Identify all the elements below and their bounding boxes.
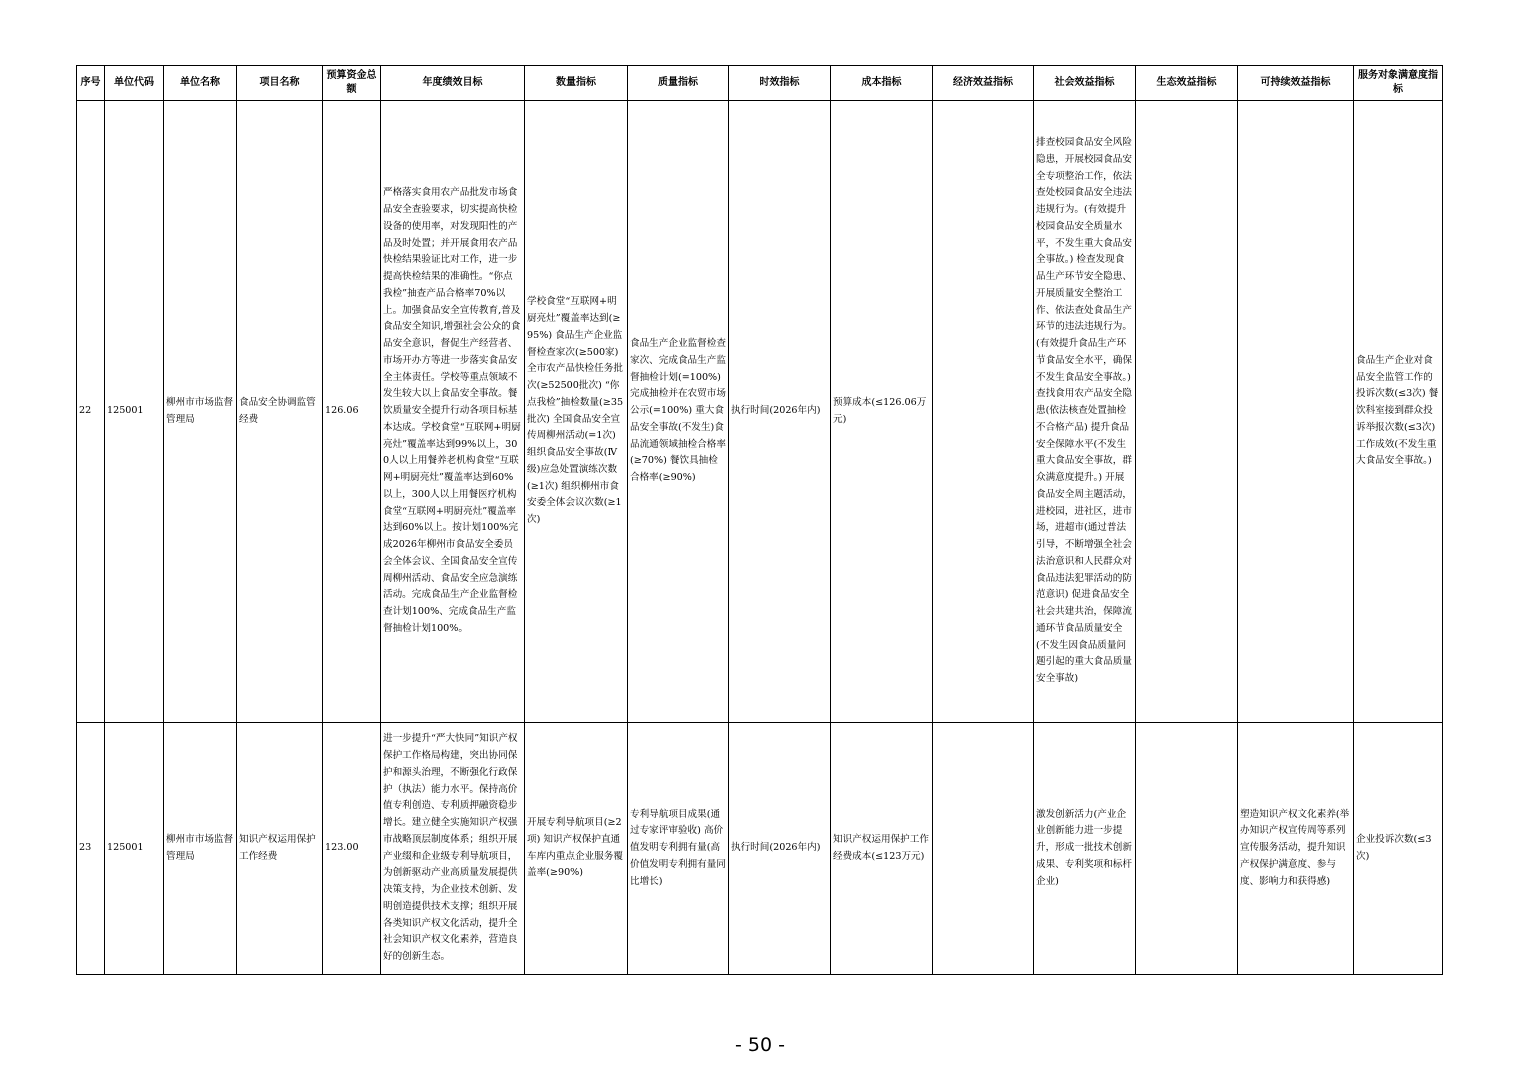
header-seq: 序号: [77, 66, 105, 101]
header-project-name: 项目名称: [237, 66, 323, 101]
cell-budget-total: 123.00: [323, 723, 381, 975]
cell-annual-goal: 严格落实食用农产品批发市场食品安全查验要求，切实提高快检设备的使用率，对发现阳性的产品及时处置；并开展食用农产品快检结果验证比对工作，进一步提高快检结果的准确性。“你点我检”抽查产品合格率70%以上。加强食品安全宣传教育,普及食品安全知识,增强社会公众的食品安全意识，督促生产经营者、市场开办方等进一步落实食品安全主体责任。学校等重点领域不发生较大以上食品安全事故。餐饮质量安全提升行动各项目标基本达成。学校食堂“互联网+明厨亮灶”覆盖率达到99%以上，300人以上用餐养老机构食堂“互联网+明厨亮灶”覆盖率达到60%以上，300人以上用餐医疗机构食堂“互联网+明厨亮灶”覆盖率达到60%以上。按计划100%完成2026年柳州市食品安全委员会全体会议、全国食品安全宣传周柳州活动、食品安全应急演练活动。完成食品生产企业监督检查计划100%、完成食品生产监督抽检计划100%。: [381, 101, 525, 723]
cell-satisfaction: 企业投诉次数(≤3次): [1354, 723, 1443, 975]
header-ecological: 生态效益指标: [1136, 66, 1238, 101]
cell-unit-code: 125001: [105, 101, 164, 723]
cell-ecological: [1136, 101, 1238, 723]
cell-sustainable: 塑造知识产权文化素养(举办知识产权宣传周等系列宣传服务活动，提升知识产权保护满意度、参与度、影响力和获得感): [1238, 723, 1354, 975]
cell-quality: 专利导航项目成果(通过专家评审验收) 高价值发明专利拥有量(高价值发明专利拥有量同比增长): [628, 723, 729, 975]
header-cost: 成本指标: [831, 66, 933, 101]
header-budget-total: 预算资金总额: [323, 66, 381, 101]
header-sustainable: 可持续效益指标: [1238, 66, 1354, 101]
cell-unit-name: 柳州市市场监督管理局: [164, 723, 237, 975]
header-row: [77, 66, 1443, 101]
cell-quality: 食品生产企业监督检查家次、完成食品生产监督抽检计划(=100%) 完成抽检并在农贸市场公示(=100%) 重大食品安全事故(不发生)食品流通领域抽检合格率(≥70%) 餐饮具抽检合格率(≥90%): [628, 101, 729, 723]
header-economic: 经济效益指标: [933, 66, 1034, 101]
cell-seq: 23: [77, 723, 105, 975]
cell-timeliness: 执行时间(2026年内): [729, 723, 831, 975]
cell-seq: 22: [77, 101, 105, 723]
cell-economic: [933, 101, 1034, 723]
cell-sustainable: [1238, 101, 1354, 723]
cell-quantity: 开展专利导航项目(≥2项) 知识产权保护直通车库内重点企业服务覆盖率(≥90%): [525, 723, 628, 975]
table-row: [77, 101, 1443, 723]
header-unit-code: 单位代码: [105, 66, 164, 101]
header-quantity: 数量指标: [525, 66, 628, 101]
cell-ecological: [1136, 723, 1238, 975]
header-satisfaction: 服务对象满意度指标: [1354, 66, 1443, 101]
header-quality: 质量指标: [628, 66, 729, 101]
header-timeliness: 时效指标: [729, 66, 831, 101]
cell-annual-goal: 进一步提升“严大快同”知识产权保护工作格局构建，突出协同保护和源头治理，不断强化行政保护（执法）能力水平。保持高价值专利创造、专利质押融资稳步增长。建立健全实施知识产权强市战略顶层制度体系；组织开展产业缀和企业级专利导航项目，为创新驱动产业高质量发展提供决策支持，为企业技术创新、发明创造提供技术支撑；组织开展各类知识产权文化活动，提升全社会知识产权文化素养，营造良好的创新生态。: [381, 723, 525, 975]
cell-social: 排查校园食品安全风险隐患，开展校园食品安全专项整治工作，依法查处校园食品安全违法违规行为。(有效提升校园食品安全质量水平，不发生重大食品安全事故。) 检查发现食品生产环节安全隐患、开展质量安全整治工作、依法查处食品生产环节的违法违规行为。(有效提升食品生产环节食品安全水平，确保不发生食品安全事故。) 查找食用农产品安全隐患(依法核查处置抽检不合格产品) 提升食品安全保障水平(不发生重大食品安全事故，群众满意度提升。) 开展食品安全周主题活动，进校园，进社区，进市场，进超市(通过普法引导，不断增强全社会法治意识和人民群众对食品违法犯罪活动的防范意识) 促进食品安全社会共建共治，保障流通环节食品质量安全(不发生因食品质量问题引起的重大食品质量安全事故): [1034, 101, 1136, 723]
cell-cost: 知识产权运用保护工作经费成本(≤123万元): [831, 723, 933, 975]
cell-timeliness: 执行时间(2026年内): [729, 101, 831, 723]
cell-social: 激发创新活力(产业企业创新能力进一步提升，形成一批技术创新成果、专利奖项和标杆企业): [1034, 723, 1136, 975]
cell-unit-name: 柳州市市场监督管理局: [164, 101, 237, 723]
header-unit-name: 单位名称: [164, 66, 237, 101]
cell-project-name: 食品安全协调监管经费: [237, 101, 323, 723]
cell-satisfaction: 食品生产企业对食品安全监管工作的投诉次数(≤3次) 餐饮科室接到群众投诉举报次数(≤3次) 工作成效(不发生重大食品安全事故。): [1354, 101, 1443, 723]
cell-cost: 预算成本(≤126.06万元): [831, 101, 933, 723]
cell-economic: [933, 723, 1034, 975]
header-social: 社会效益指标: [1034, 66, 1136, 101]
performance-table: [76, 65, 1443, 975]
header-annual-goal: 年度绩效目标: [381, 66, 525, 101]
cell-budget-total: 126.06: [323, 101, 381, 723]
table-row: [77, 723, 1443, 975]
cell-project-name: 知识产权运用保护工作经费: [237, 723, 323, 975]
page-number: - 50 -: [735, 1034, 785, 1056]
cell-unit-code: 125001: [105, 723, 164, 975]
cell-quantity: 学校食堂“互联网+明厨亮灶”覆盖率达到(≥95%) 食品生产企业监督检查家次(≥500家) 全市农产品快检任务批次(≥52500批次) “你点我检”抽检数量(≥35批次) 全国食品安全宣传周柳州活动(=1次) 组织食品安全事故(Ⅳ级)应急处置演练次数(≥1次) 组织柳州市食安委全体会议次数(≥1次): [525, 101, 628, 723]
